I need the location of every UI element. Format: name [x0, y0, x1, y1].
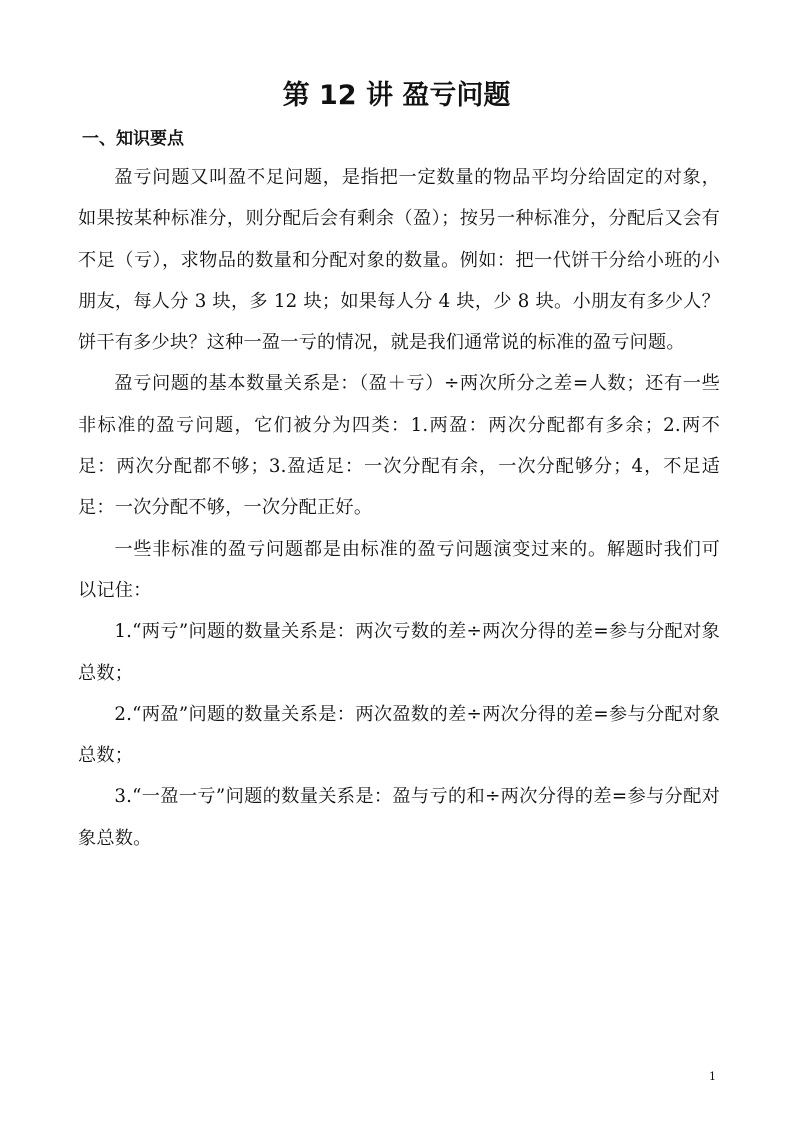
paragraph-rule-two-surplus: 2.“两盈”问题的数量关系是：两次盈数的差÷两次分得的差=参与分配对象总数；: [78, 703, 720, 767]
paragraph-nonstandard-intro: 一些非标准的盈亏问题都是由标准的盈亏问题演变过来的。解题时我们可以记住：: [78, 538, 720, 601]
section-heading: 一、知识要点: [82, 129, 184, 149]
paragraph-definition: 盈亏问题又叫盈不足问题，是指把一定数量的物品平均分给固定的对象，如果按某种标准分，则分配后会有剩余（盈）；按另一种标准分，分配后又会有不足（亏），求物品的数量和分配对象的数量。例如：把一代饼干分给小班的小朋友，每人分 3 块，多 12 块；如果每人分 4 块，少 8 块。小朋友有多少人？饼干有多少块？这种一盈一亏的情况，就是我们通常说的标准的盈亏问题。: [78, 167, 720, 354]
paragraph-rule-surplus-deficit: 3.“一盈一亏”问题的数量关系是：盈与亏的和÷两次分得的差=参与分配对象总数。: [78, 786, 720, 849]
page-number: 1: [709, 1070, 716, 1083]
page-title: 第 12 讲 盈亏问题: [282, 80, 511, 111]
paragraph-basic-relation: 盈亏问题的基本数量关系是：（盈＋亏）÷两次所分之差=人数；还有一些非标准的盈亏问题，它们被分为四类：1.两盈：两次分配都有多余；2.两不足：两次分配都不够；3.盈适足：一次分配有余，一次分配够分；4，不足适足：一次分配不够，一次分配正好。: [78, 373, 720, 519]
document-body: [78, 157, 720, 859]
paragraph-rule-two-deficit: 1.“两亏”问题的数量关系是：两次亏数的差÷两次分得的差=参与分配对象总数；: [78, 621, 720, 684]
